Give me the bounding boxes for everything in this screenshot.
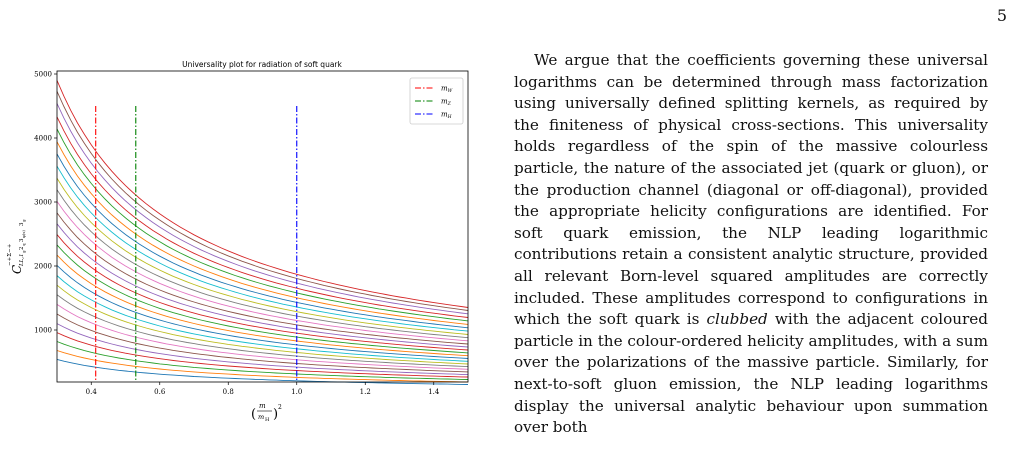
x-axis-label — [251, 402, 282, 423]
x-tick-label: 0.4 — [85, 388, 97, 396]
svg-text:m: m — [258, 413, 265, 421]
y-tick-label: 2000 — [34, 262, 52, 271]
paragraph-text-part-1: We argue that the coefficients governing these universal logarithms can be determined through mass factorization using universally defined splitting kernels, as required by the finiteness of physical cross-sections. This universality holds regardless of the spin of the massive colourless particle, the nature of the associated jet (quark or gluon), or the production channel (diagonal or off-diagonal), provided the appropriate helicity configurations are identified. For soft quark emission, the NLP leading logarithmic contributions retain a consistent analytic structure, provided all relevant Born-level squared amplitudes are correctly included. These amplitudes correspond to configurations in which the soft quark is — [514, 51, 988, 329]
chart-title: Universality plot for radiation of soft quark — [182, 60, 342, 69]
svg-text:2: 2 — [19, 246, 25, 250]
x-tick-label: 0.6 — [154, 388, 166, 396]
svg-text:3: 3 — [19, 222, 25, 226]
legend-label-mz: $m_Z$ — [441, 97, 451, 107]
x-tick-label: 0.8 — [222, 388, 234, 396]
curve-26 — [57, 91, 468, 310]
svg-text:H: H — [265, 417, 270, 423]
x-tick-label: 1.0 — [291, 388, 303, 396]
y-tick-label: 5000 — [34, 70, 52, 79]
y-tick-label: 3000 — [34, 198, 52, 207]
curves-group — [57, 80, 468, 384]
svg-text:q: q — [21, 243, 26, 246]
y-axis-label — [7, 219, 26, 274]
svg-text:LL,1: LL,1 — [19, 253, 25, 266]
legend-label-mh: $m_H$ — [441, 110, 452, 120]
y-tick-label: 4000 — [34, 134, 52, 143]
clubbed-term: clubbed — [706, 310, 768, 329]
body-paragraph — [514, 50, 988, 439]
legend-label-mw: $m_W$ — [441, 84, 453, 94]
page-number: 5 — [996, 6, 1007, 25]
svg-text:2: 2 — [278, 404, 282, 411]
curve-25 — [57, 103, 468, 313]
x-tick-label: 1.4 — [428, 388, 440, 396]
svg-text:φ(s): φ(s) — [21, 230, 26, 238]
y-axis-ticks — [34, 71, 57, 335]
curve-19 — [57, 178, 468, 334]
paragraph-text-part-2: with the adjacent coloured particle in the colour-ordered helicity amplitudes, with a sum over the polarizations of the massive particle. Similarly, for next-to-soft gluon emission, the NLP leading logarithms display the universal analytic behaviour upon summation over both — [514, 310, 989, 437]
curve-17 — [57, 201, 468, 340]
svg-text:g: g — [21, 250, 26, 253]
curve-6 — [57, 314, 468, 372]
svg-text:3: 3 — [19, 238, 25, 242]
svg-text:(: ( — [251, 407, 257, 422]
x-tick-label: 1.2 — [359, 388, 371, 396]
curve-22 — [57, 142, 468, 325]
y-tick-label: 1000 — [34, 326, 52, 335]
svg-text:C: C — [10, 264, 24, 274]
svg-text:−+Σ−+: −+Σ−+ — [7, 243, 13, 266]
curve-20 — [57, 166, 468, 331]
universality-chart — [0, 0, 480, 460]
svg-text:g: g — [21, 219, 26, 222]
svg-text:m: m — [259, 402, 266, 410]
universality-figure — [0, 0, 480, 460]
svg-text:): ) — [273, 407, 279, 422]
curve-23 — [57, 129, 468, 321]
legend — [410, 78, 463, 124]
curve-24 — [57, 117, 468, 318]
x-axis-ticks — [86, 382, 440, 396]
